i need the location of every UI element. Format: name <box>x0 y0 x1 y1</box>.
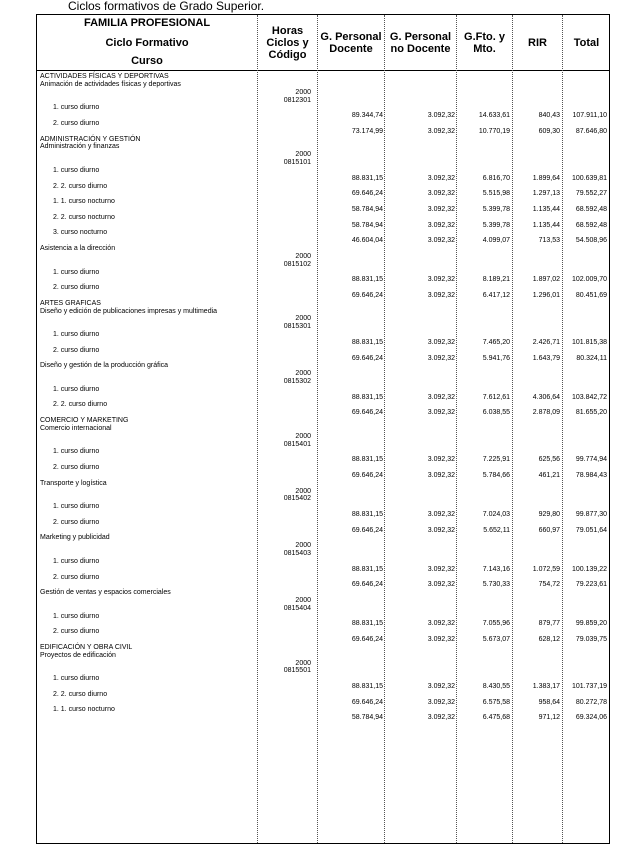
cell-value: 6.575,58 <box>482 698 510 706</box>
cell-course: 1. curso diurno <box>53 268 100 276</box>
cell-value: 87.646,80 <box>575 127 607 135</box>
cell-value: 3.092,32 <box>427 581 455 589</box>
cell-value: 3.092,32 <box>427 683 455 690</box>
cell-course: 2. curso diurno <box>53 346 100 354</box>
cell-value: 1.643,79 <box>532 354 560 362</box>
header-personal-docente: G. Personal Docente <box>318 15 384 71</box>
cell-family: ARTES GRAFICAS <box>40 299 101 307</box>
cell-value: 1.072,59 <box>532 565 560 573</box>
cell-course: 2. 2. curso diurno <box>53 690 108 698</box>
cell-value: 3.092,32 <box>427 456 455 464</box>
cell-course: 1. curso diurno <box>53 385 100 393</box>
cell-hours: 2000 <box>295 596 311 604</box>
cell-value: 3.092,32 <box>427 112 455 120</box>
cell-value: 102.009,70 <box>571 276 607 284</box>
cell-value: 879,77 <box>538 620 560 628</box>
cell-value: 99.877,30 <box>575 510 607 518</box>
cell-value: 8.189,21 <box>482 276 510 284</box>
cell-course: 1. curso diurno <box>53 331 100 339</box>
cell-course: 3. curso nocturno <box>53 229 108 237</box>
cell-hours: 2000 <box>295 315 311 323</box>
cell-cycle: Animación de actividades físicas y deportivas <box>40 80 181 88</box>
table-row <box>37 714 611 730</box>
cell-value: 7.143,16 <box>482 565 510 573</box>
cell-value: 88.831,15 <box>351 456 383 464</box>
cell-value: 100.139,22 <box>571 565 607 573</box>
cell-cycle: Marketing y publicidad <box>40 534 110 542</box>
cell-value: 3.092,32 <box>427 221 455 229</box>
cell-course: 2. curso diurno <box>53 464 100 471</box>
cell-cycle: Transporte y logística <box>40 479 107 487</box>
cell-hours: 2000 <box>295 370 311 378</box>
cell-cycle: Asistencia a la dirección <box>40 245 116 252</box>
cell-course: 1. curso diurno <box>53 675 100 683</box>
cell-value: 628,12 <box>538 636 560 643</box>
cell-value: 1.899,64 <box>532 174 560 182</box>
cell-value: 3.092,32 <box>427 338 455 346</box>
cell-value: 3.092,32 <box>427 620 455 628</box>
cell-value: 3.092,32 <box>427 237 455 245</box>
cell-value: 100.639,81 <box>571 174 607 182</box>
cell-value: 79.223,61 <box>575 581 607 589</box>
cell-value: 3.092,32 <box>427 471 455 479</box>
cell-course: 1. curso diurno <box>53 448 100 456</box>
cell-value: 46.604,04 <box>351 237 383 245</box>
cell-value: 609,30 <box>538 127 560 135</box>
cell-value: 79.552,27 <box>575 190 607 198</box>
cell-value: 3.092,32 <box>427 698 455 706</box>
cell-code: 0815404 <box>283 604 311 612</box>
cell-course: 2. curso diurno <box>53 628 100 636</box>
header-family-cycle-course <box>37 15 257 71</box>
cell-value: 3.092,32 <box>427 174 455 182</box>
cell-value: 80.451,69 <box>575 292 607 299</box>
cell-hours: 2000 <box>295 487 311 495</box>
cell-value: 3.092,32 <box>427 354 455 362</box>
cell-course: 1. 1. curso nocturno <box>53 706 115 714</box>
cell-value: 107.911,10 <box>572 112 607 120</box>
header-hours-code: Horas Ciclos y Código <box>258 15 317 71</box>
cell-value: 3.092,32 <box>427 205 455 213</box>
cost-table <box>36 14 610 844</box>
cell-value: 8.430,55 <box>482 683 510 690</box>
cell-cycle: Diseño y gestión de la producción gráfica <box>40 362 169 370</box>
cell-value: 3.092,32 <box>427 565 455 573</box>
cell-code: 0815101 <box>283 159 311 166</box>
cell-code: 0815301 <box>283 323 311 331</box>
cell-value: 89.344,74 <box>351 112 383 120</box>
cell-value: 3.092,32 <box>427 510 455 518</box>
cell-value: 4.099,07 <box>482 237 510 245</box>
cell-value: 69.646,24 <box>351 698 383 706</box>
cell-value: 660,97 <box>538 526 560 534</box>
cell-value: 69.646,24 <box>351 190 383 198</box>
cell-value: 5.730,33 <box>482 581 510 589</box>
cell-hours: 2000 <box>295 542 311 550</box>
cell-value: 69.324,06 <box>575 714 607 722</box>
cell-value: 69.646,24 <box>351 471 383 479</box>
cell-value: 5.399,78 <box>482 205 510 213</box>
cell-value: 3.092,32 <box>427 714 455 722</box>
cell-course: 1. curso diurno <box>53 166 100 174</box>
cell-value: 5.784,66 <box>482 471 510 479</box>
cell-value: 7.465,20 <box>482 338 510 346</box>
cell-value: 80.272,78 <box>575 698 607 706</box>
cell-course: 2. 2. curso nocturno <box>53 213 115 221</box>
cell-code: 0815302 <box>283 378 311 385</box>
header-rir: RIR <box>513 15 562 71</box>
cell-value: 1.297,13 <box>532 190 560 198</box>
cell-cycle: Administración y finanzas <box>40 143 120 151</box>
cell-course: 2. curso diurno <box>53 284 100 292</box>
cell-value: 6.038,55 <box>482 409 510 417</box>
cell-value: 1.383,17 <box>532 683 560 690</box>
cell-value: 2.426,71 <box>532 338 560 346</box>
document-title: Ciclos formativos de Grado Superior. <box>68 0 265 13</box>
header-funcionamiento: G.Fto. y Mto. <box>457 15 512 71</box>
cell-value: 3.092,32 <box>427 127 455 135</box>
cell-course: 2. 2. curso diurno <box>53 401 108 409</box>
cell-family: ADMINISTRACIÓN Y GESTIÓN <box>40 135 141 143</box>
cell-value: 1.135,44 <box>532 221 560 229</box>
cell-course: 2. curso diurno <box>53 119 100 127</box>
cell-code: 0812301 <box>283 96 311 104</box>
cell-value: 58.784,94 <box>351 205 383 213</box>
cell-code: 0815401 <box>283 440 311 448</box>
cell-value: 88.831,15 <box>351 276 383 284</box>
cell-value: 103.842,72 <box>571 393 607 401</box>
cell-value: 79.039,75 <box>575 636 607 643</box>
cell-value: 79.051,64 <box>575 526 607 534</box>
cell-value: 1.897,02 <box>532 276 560 284</box>
cell-cycle: Comercio internacional <box>40 424 112 432</box>
cell-value: 5.399,78 <box>482 221 510 229</box>
cell-value: 58.784,94 <box>351 221 383 229</box>
cell-value: 5.652,11 <box>483 526 510 534</box>
cell-value: 88.831,15 <box>351 510 383 518</box>
cell-value: 5.515,98 <box>482 190 510 198</box>
cell-value: 5.673,07 <box>482 636 510 643</box>
header-cycle: Ciclo Formativo <box>105 37 189 49</box>
cell-code: 0815402 <box>283 495 311 503</box>
cell-cycle: Proyectos de edificación <box>40 651 116 659</box>
cell-hours: 2000 <box>295 151 311 159</box>
cell-value: 7.612,61 <box>482 393 510 401</box>
cell-family: EDIFICACIÓN Y OBRA CIVIL <box>40 643 133 651</box>
cell-course: 1. 1. curso nocturno <box>53 198 115 206</box>
cell-value: 69.646,24 <box>351 292 383 299</box>
cell-code: 0815403 <box>283 550 311 557</box>
cell-value: 69.646,24 <box>351 409 383 417</box>
cell-course: 2. 2. curso diurno <box>53 182 108 190</box>
cell-value: 68.592,48 <box>575 205 607 213</box>
cell-value: 81.655,20 <box>575 409 607 417</box>
cell-code: 0815102 <box>283 260 311 268</box>
cell-value: 88.831,15 <box>351 174 383 182</box>
cell-cycle: Diseño y edición de publicaciones impresas y multimedia <box>40 307 218 315</box>
cell-value: 73.174,99 <box>351 127 383 135</box>
cell-value: 754,72 <box>538 581 560 589</box>
cell-value: 101.737,19 <box>571 683 607 690</box>
cell-course: 1. curso diurno <box>53 557 100 565</box>
cell-value: 69.646,24 <box>351 581 383 589</box>
header-personal-no-docente: G. Personal no Docente <box>385 15 456 71</box>
cell-hours: 2000 <box>295 88 311 96</box>
cell-value: 68.592,48 <box>575 221 607 229</box>
cell-code: 0815501 <box>283 667 311 675</box>
cell-value: 713,53 <box>538 237 560 245</box>
cell-course: 1. curso diurno <box>53 104 100 112</box>
cell-value: 3.092,32 <box>427 190 455 198</box>
cell-value: 99.859,20 <box>575 620 607 628</box>
cell-hours: 2000 <box>295 252 311 260</box>
cell-value: 461,21 <box>538 471 560 479</box>
cell-value: 1.135,44 <box>532 205 560 213</box>
header-total: Total <box>563 15 610 71</box>
cell-value: 6.816,70 <box>482 174 510 182</box>
cell-value: 3.092,32 <box>427 409 455 417</box>
cell-value: 3.092,32 <box>427 526 455 534</box>
cell-value: 4.306,64 <box>532 393 560 401</box>
cell-value: 10.770,19 <box>478 127 510 135</box>
cell-hours: 2000 <box>295 659 311 667</box>
header-family: FAMILIA PROFESIONAL <box>83 17 211 29</box>
cell-value: 7.024,03 <box>482 510 510 518</box>
cell-value: 929,80 <box>538 510 560 518</box>
cell-course: 1. curso diurno <box>53 612 100 620</box>
cell-value: 88.831,15 <box>351 620 383 628</box>
cell-value: 80.324,11 <box>576 354 607 362</box>
cell-value: 58.784,94 <box>351 714 383 722</box>
cell-value: 1.296,01 <box>532 292 560 299</box>
cell-value: 69.646,24 <box>351 354 383 362</box>
cell-value: 6.417,12 <box>482 292 510 299</box>
cell-value: 88.831,15 <box>351 565 383 573</box>
cell-value: 2.878,09 <box>532 409 560 417</box>
cell-value: 101.815,38 <box>571 338 607 346</box>
cell-value: 88.831,15 <box>351 393 383 401</box>
cell-course: 2. curso diurno <box>53 573 100 581</box>
header-course: Curso <box>131 55 163 67</box>
cell-value: 88.831,15 <box>351 338 383 346</box>
cell-course: 2. curso diurno <box>53 518 100 526</box>
cell-course: 1. curso diurno <box>53 503 100 511</box>
cell-value: 7.055,96 <box>482 620 510 628</box>
cell-value: 99.774,94 <box>575 456 607 464</box>
cell-value: 5.941,76 <box>482 354 510 362</box>
cell-value: 7.225,91 <box>482 456 510 464</box>
cell-value: 6.475,68 <box>482 714 510 722</box>
cell-value: 69.646,24 <box>351 526 383 534</box>
cell-value: 3.092,32 <box>427 636 455 643</box>
cell-value: 88.831,15 <box>351 683 383 690</box>
cell-cycle: Gestión de ventas y espacios comerciales <box>40 589 171 597</box>
cell-value: 840,43 <box>538 112 560 120</box>
cell-value: 69.646,24 <box>351 636 383 643</box>
cell-value: 3.092,32 <box>427 292 455 299</box>
cell-value: 958,64 <box>538 698 560 706</box>
cell-value: 971,12 <box>538 714 560 722</box>
cell-hours: 2000 <box>295 432 311 440</box>
cell-value: 54.508,96 <box>575 237 607 245</box>
cell-value: 3.092,32 <box>427 393 455 401</box>
cell-value: 78.984,43 <box>575 471 607 479</box>
cell-value: 14.633,61 <box>478 112 510 120</box>
cell-family: ACTIVIDADES FÍSICAS Y DEPORTIVAS <box>40 73 169 80</box>
cell-family: COMERCIO Y MARKETING <box>40 417 129 425</box>
cell-value: 3.092,32 <box>427 276 455 284</box>
cell-value: 625,56 <box>538 456 560 464</box>
